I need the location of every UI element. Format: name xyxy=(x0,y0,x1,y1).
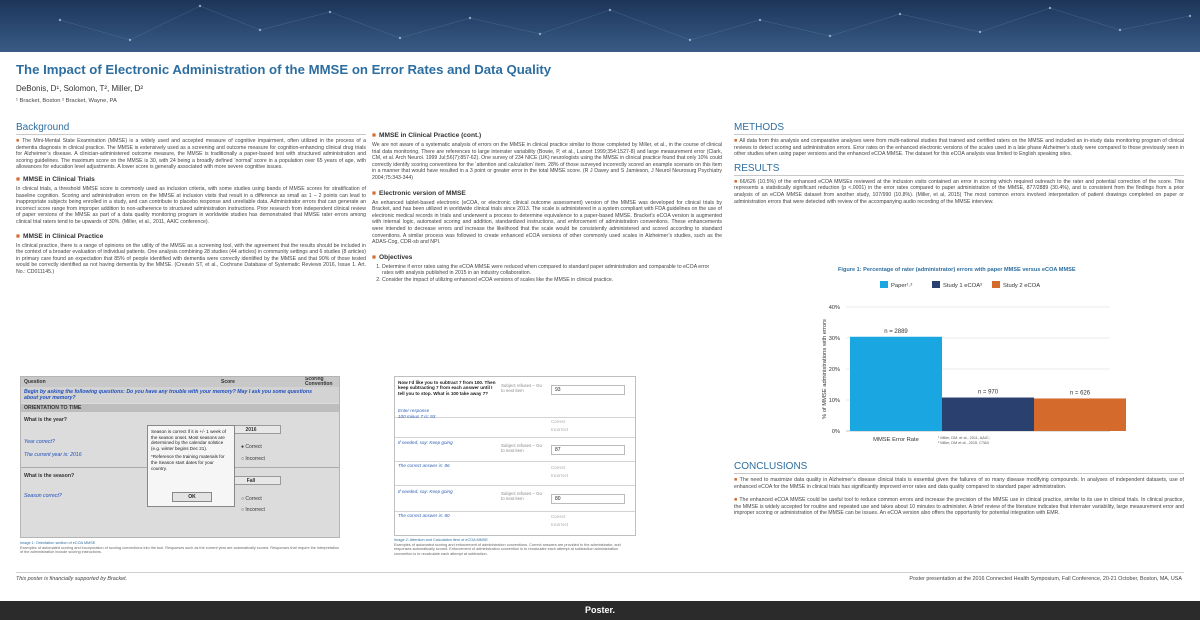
practice-cont-text: We are not aware of a systematic analysis of errors on the MMSE in clinical practice similar to those completed by Miller, et al., in the course of clinical trial data monitoring. There are references to large interrater variability (Bowie, P, et al., Lancet 1999;354:1527-8) and large measurement error (Clark, CM, et al. Arch Neurol. 1999 Jul;56(7):857-62). One survey of 234 NICE (UK) neurologists using the MMSE in clinical practice found that only 10% could correctly identify scoring conventions for the ‘attention and calculation’ item. 28% of those surveyed incorrectly scored an example scenario on this item in a manner that would have resulted in a 3 point or greater error in the total MMSE score. (R J Davey and S Jamieson, J Neurol Neurosurg Psychiatry 2004;75:343-344) xyxy=(372,142,722,181)
bar-n-label: n = 970 xyxy=(977,389,999,396)
bar-1 xyxy=(850,337,942,431)
season-correct-label: Season correct? xyxy=(24,493,62,499)
ecoa-calculation-screenshot xyxy=(394,376,636,536)
screenshot-table-header: Question Score Scoring Convention xyxy=(21,377,339,387)
bullet-icon: ■ xyxy=(16,175,20,183)
popup-text: Season is correct if it is +/- 1 week of the season onset. Most seasons are determined by the calendar solstice (e.g. winter begins Dec 21). xyxy=(151,429,226,451)
y-tick-label: 30% xyxy=(828,336,840,342)
objective-item: 1. Determine if error rates using the eCOA MMSE were reduced when compared to standard paper administration and comparable to eCOA error rates with analysis published in 2015 in an industry collaboration. xyxy=(382,264,722,277)
season-incorrect-radio[interactable]: ○ Incorrect xyxy=(241,507,265,513)
bar-2 xyxy=(942,398,1034,431)
ecoa-orientation-screenshot xyxy=(20,376,340,538)
practice-text: In clinical practice, there is a range of opinions on the utility of the MMSE as a screening tool, with the agreement that the results should be included in the context of a broader evaluation of individual patients. One analysis combining 28 studies (44 articles) in community settings and 6 studies (8 articles) in primary care found an expectation that 85% of people identified with dementia were correctly identified by the MMSE and that 90% of those tested would be correctly identified as not having dementia by the MMSE. (Creavin ST, et al., Cochrane Database of Systematic Reviews 2016, Issue 1. Art. No.: CD011145.) xyxy=(16,242,366,275)
background-column xyxy=(16,122,366,276)
bullet-icon: ■ xyxy=(734,138,738,144)
bullet-icon: ■ xyxy=(734,497,738,504)
error-rate-chart xyxy=(730,263,1190,463)
background-intro: ■ The Mini-Mental State Examination (MMSE) is a widely used and accepted measure of cognitive impairment, often utilized in the process of a dementia diagnosis in clinical practice. The MMSE is extensively used as a screening and outcome measure for cognition-enhancing clinical drug trials for Alzheimer’s disease. A clinician-administered outcome measure, the MMSE is traditionally a paper-based test with structured administration and scoring guidelines. The maximum score on the MMSE is 30, with 24 being a broadly defined ‘normal’ score in a population over 65 years of age, with allowances for education level adjustments. A lower score is generally associated with more severe cognitive issues. xyxy=(16,138,366,171)
right-column xyxy=(734,122,1184,205)
banner-pattern xyxy=(0,0,1200,52)
bottom-bar-label: Poster. xyxy=(584,605,615,615)
bar-3 xyxy=(1034,398,1126,431)
conclusions-block xyxy=(734,461,1184,517)
popup-note: *Reference the training materials for the Season start dates for your country. xyxy=(151,454,225,471)
response-input-3[interactable]: 80 xyxy=(551,494,625,504)
incorrect-option[interactable]: Incorrect xyxy=(551,522,569,527)
row-divider xyxy=(395,485,635,486)
correct-option[interactable]: Correct xyxy=(551,465,566,470)
trials-text: In clinical trials, a threshold MMSE score is commonly used as inclusion criteria, with some studies using bands of MMSE scores for stratification of baseline cognition. Scoring and administration errors on the MMSE at inclusion visits that result in a difference as small as 1 – 2 points can lead to inappropriate subjects being enrolled in a study, and can contribute to placebo response and unreliable data. Administrator errors that can generate an incorrect score range from improper addition to non-adherence to structured administration instructions. Prior research from independent clinical review of paper versions of the MMSE as part of a data quality monitoring program in worldwide studies has demonstrated that MMSE rater errors among clinical trial raters tend to be upwards of 30%. (Miller, et al., 2011, AAIC conference). xyxy=(16,185,366,225)
bar-n-label: n = 626 xyxy=(1069,390,1091,397)
bullet-icon: ■ xyxy=(372,189,376,197)
legend-study1: Study 1 eCOA³ xyxy=(932,281,982,289)
y-tick-label: 10% xyxy=(828,398,840,404)
year-correct-label: Year correct? xyxy=(24,439,55,445)
practice-cont-heading: ■ MMSE in Clinical Practice (cont.) xyxy=(372,132,482,139)
bar-n-label: n = 2889 xyxy=(884,328,908,335)
chart-footnote: ¹ Miller, DM. et al., 2011, AAIC; xyxy=(938,436,990,440)
y-tick-label: 0% xyxy=(831,429,840,435)
legend-study2: Study 2 eCOA xyxy=(992,281,1040,289)
section-orientation: ORIENTATION TO TIME xyxy=(24,405,82,411)
refuses-option[interactable]: Subject refuses – Go to next item xyxy=(501,383,543,394)
correct-answer-hint: The correct answer is: 80 xyxy=(398,513,450,518)
bullet-icon: ■ xyxy=(372,132,376,139)
season-correct-radio[interactable]: ○ Correct xyxy=(241,496,262,502)
legend-paper: Paper¹˒² xyxy=(880,281,912,289)
correct-answer-hint: The correct answer is: 86 xyxy=(398,463,450,468)
question-season: What is the season? xyxy=(24,473,75,479)
poster-title: The Impact of Electronic Administration of the MMSE on Error Rates and Data Quality xyxy=(16,62,552,77)
question-year: What is the year? xyxy=(24,417,67,423)
season-help-popup xyxy=(147,425,235,507)
objective-item: 2. Consider the impact of utilizing enhanced eCOA versions of scales like the MMSE in clinical practice. xyxy=(382,277,722,284)
season-dropdown[interactable]: Fall xyxy=(221,476,281,485)
correct-option[interactable]: Correct xyxy=(551,514,566,519)
header-banner xyxy=(0,0,1200,52)
chart-footnote: ² Miller, DM et al., 2015, CTAD xyxy=(938,441,990,445)
x-category-label: MMSE Error Rate xyxy=(873,437,919,443)
poster-authors: DeBonis, D¹, Solomon, T², Miller, D² xyxy=(16,84,143,93)
incorrect-option[interactable]: Incorrect xyxy=(551,473,569,478)
year-correct-radio[interactable]: ● Correct xyxy=(241,444,262,450)
y-tick-label: 20% xyxy=(828,367,840,373)
conclusions-heading: CONCLUSIONS xyxy=(734,461,1184,474)
y-axis-label: % of MMSE administrations with errors xyxy=(822,319,828,419)
row-divider xyxy=(395,511,635,512)
refuses-option[interactable]: Subject refuses – Go to next item xyxy=(501,491,543,502)
incorrect-option[interactable]: Incorrect xyxy=(551,427,569,432)
chart-title: Figure 1: Percentage of rater (administrator) errors with paper MMSE versus eCOA MMSE xyxy=(838,267,1076,273)
subtraction-question: Now I’d like you to subtract 7 from 100. Then keep subtracting 7 from each answer until I tell you to stop. What is 100 take away 7? xyxy=(398,380,496,396)
answer-hint-1: 100 minus 7 is: 93 xyxy=(398,414,436,419)
footer-support: This poster is financially supported by Bracket. xyxy=(16,576,128,582)
keep-going-hint: If needed, say: Keep going xyxy=(398,489,453,494)
poster-affiliations: ¹ Bracket, Boston ² Bracket, Wayne, PA xyxy=(16,98,117,104)
conclusions-p2: ■ The enhanced eCOA MMSE could be useful tool to reduce common errors and increase the precision of the MMSE use in clinical practice, similar to its use in clinical trials. In clinical practice, the MMSE is widely accepted for routine and repeated use and takes about 10 minutes to administer. A brief review of the literature indicates that interrater variability, large measurement error and improper scoring or administration of the MMSE can be issues. An eCOA version also offers the opportunity for potential integration with EMR. xyxy=(734,497,1184,517)
electronic-text: An enhanced tablet-based electronic (eCOA, or electronic clinical outcome assessment) version of the MMSE was developed for clinical trials by Bracket, and has been utilized in worldwide clinical trials since 2013. The scale is administered in a system compliant with FDA guidelines on the use of electronic medical records in trials and underwent a process to determine equivalence to a paper-based MMSE. Bracket’s eCOA version is augmented with internal logic, automated scoring and addition, standardized instructions, and enforcement of administration conventions. These enhancements were intended to decrease errors and increase the likelihood that the scale would be consistently administered and scored according to standard conventions. A similar process was followed to create enhanced eCOA versions of other commonly used scales in Alzheimer’s studies, such as the ADAS-Cog, CDR-sb and NPI. xyxy=(372,199,722,246)
keep-going-hint: If needed, say: Keep going xyxy=(398,440,453,445)
results-text: ■ 66/626 (10.5%) of the enhanced eCOA MMSEs reviewed at the inclusion visits contained an error in scoring which required outreach to the rater and potential correction of the score. This represents a statistically significant reduction (p <.0001) in the error rates compared to paper administration of the MMSE, 877/2889 (30.4%), and is consistent from the findings from a prior analysis of an eCOA MMSE dataset from another study, 107/990 (10.8%). (Miller, et al, 2015) The most common errors involved interpretation of patient drawings completed on paper or administration errors that were detected with review of the accompanying audio recording of the MMSE interview. xyxy=(734,178,1184,205)
correct-option[interactable]: Correct xyxy=(551,419,566,424)
methods-text: ■ All data from this analysis and comparative analyses were from multi-national studies that trained and certified raters on the MMSE and included an in-study data monitoring program of clinical reviews to detect scoring and administration errors. Error rates on the enhanced electronic versions of the scales used in a late phase Alzheimer’s study were compared to those previously seen in other studies when using paper versions and the enhanced eCOA MMSE. The dataset for this eCOA analysis was limited to English speaking sites. xyxy=(734,138,1184,158)
refuses-option[interactable]: Subject refuses – Go to next item xyxy=(501,443,543,454)
prompt-text: Begin by asking the following questions: Do you have any trouble with your memory? May I ask you some questions about your memory? xyxy=(24,389,312,401)
row-divider xyxy=(395,437,635,438)
results-heading: RESULTS xyxy=(734,163,1184,176)
year-incorrect-radio[interactable]: ○ Incorrect xyxy=(241,456,265,462)
practice-heading: ■ MMSE in Clinical Practice xyxy=(16,232,104,240)
image2-caption: Image 2: Attention and Calculation item of eCOA MMSE Examples of automated scoring and enforcement of administration conventions. Correct answers are provided to the administrator, and responses automatically scored. Enforcement of administration convention is to recalculate each attempt at subtraction administration convention is to recalculate each attempt at subtraction. xyxy=(394,538,621,556)
y-tick-label: 40% xyxy=(828,305,840,311)
chart-svg xyxy=(730,263,1190,463)
bullet-icon: ■ xyxy=(734,178,738,185)
footer-divider xyxy=(16,572,1184,573)
current-year-hint: The current year is: 2016 xyxy=(24,452,82,458)
objectives-list xyxy=(372,264,722,284)
row-divider xyxy=(395,461,635,462)
year-dropdown[interactable]: 2016 xyxy=(221,425,281,434)
bullet-icon: ■ xyxy=(734,477,738,483)
methods-heading: METHODS xyxy=(734,122,1184,135)
response-input-1[interactable]: 93 xyxy=(551,385,625,395)
background-heading: Background xyxy=(16,122,366,135)
image1-caption: Image 1: Orientation section of eCOA MMSE Examples of automated scoring and incorporation of scoring conventions into the tool. Responses such as the current year are automatically scored. Responses that require the interpretation of the administration include scoring instructions. xyxy=(20,541,340,555)
response-input-2[interactable]: 87 xyxy=(551,445,625,455)
conclusions-p1: ■ The need to maximize data quality in Alzheimer’s disease clinical trials is essential given the failures of so many disease modifying compounds. In analyses of independent datasets, use of enhanced eCOA for the MMSE in clinical trials has significantly improved error rates and data quality compared to standard paper administration. xyxy=(734,477,1185,490)
electronic-heading: ■ Electronic version of MMSE xyxy=(372,189,466,197)
bullet-icon: ■ xyxy=(16,138,21,144)
middle-column xyxy=(372,132,722,284)
enter-response-label: Enter response xyxy=(398,408,430,413)
trials-heading: ■ MMSE in Clinical Trials xyxy=(16,175,95,183)
bullet-icon: ■ xyxy=(372,253,376,261)
objectives-heading: ■ Objectives xyxy=(372,253,413,261)
bottom-bar xyxy=(0,601,1200,620)
footer-presentation: Poster presentation at the 2016 Connected Health Symposium, Fall Conference, 20-21 October, Boston, MA, USA xyxy=(909,576,1182,582)
popup-ok-button[interactable]: OK xyxy=(172,492,212,502)
bullet-icon: ■ xyxy=(16,232,20,240)
